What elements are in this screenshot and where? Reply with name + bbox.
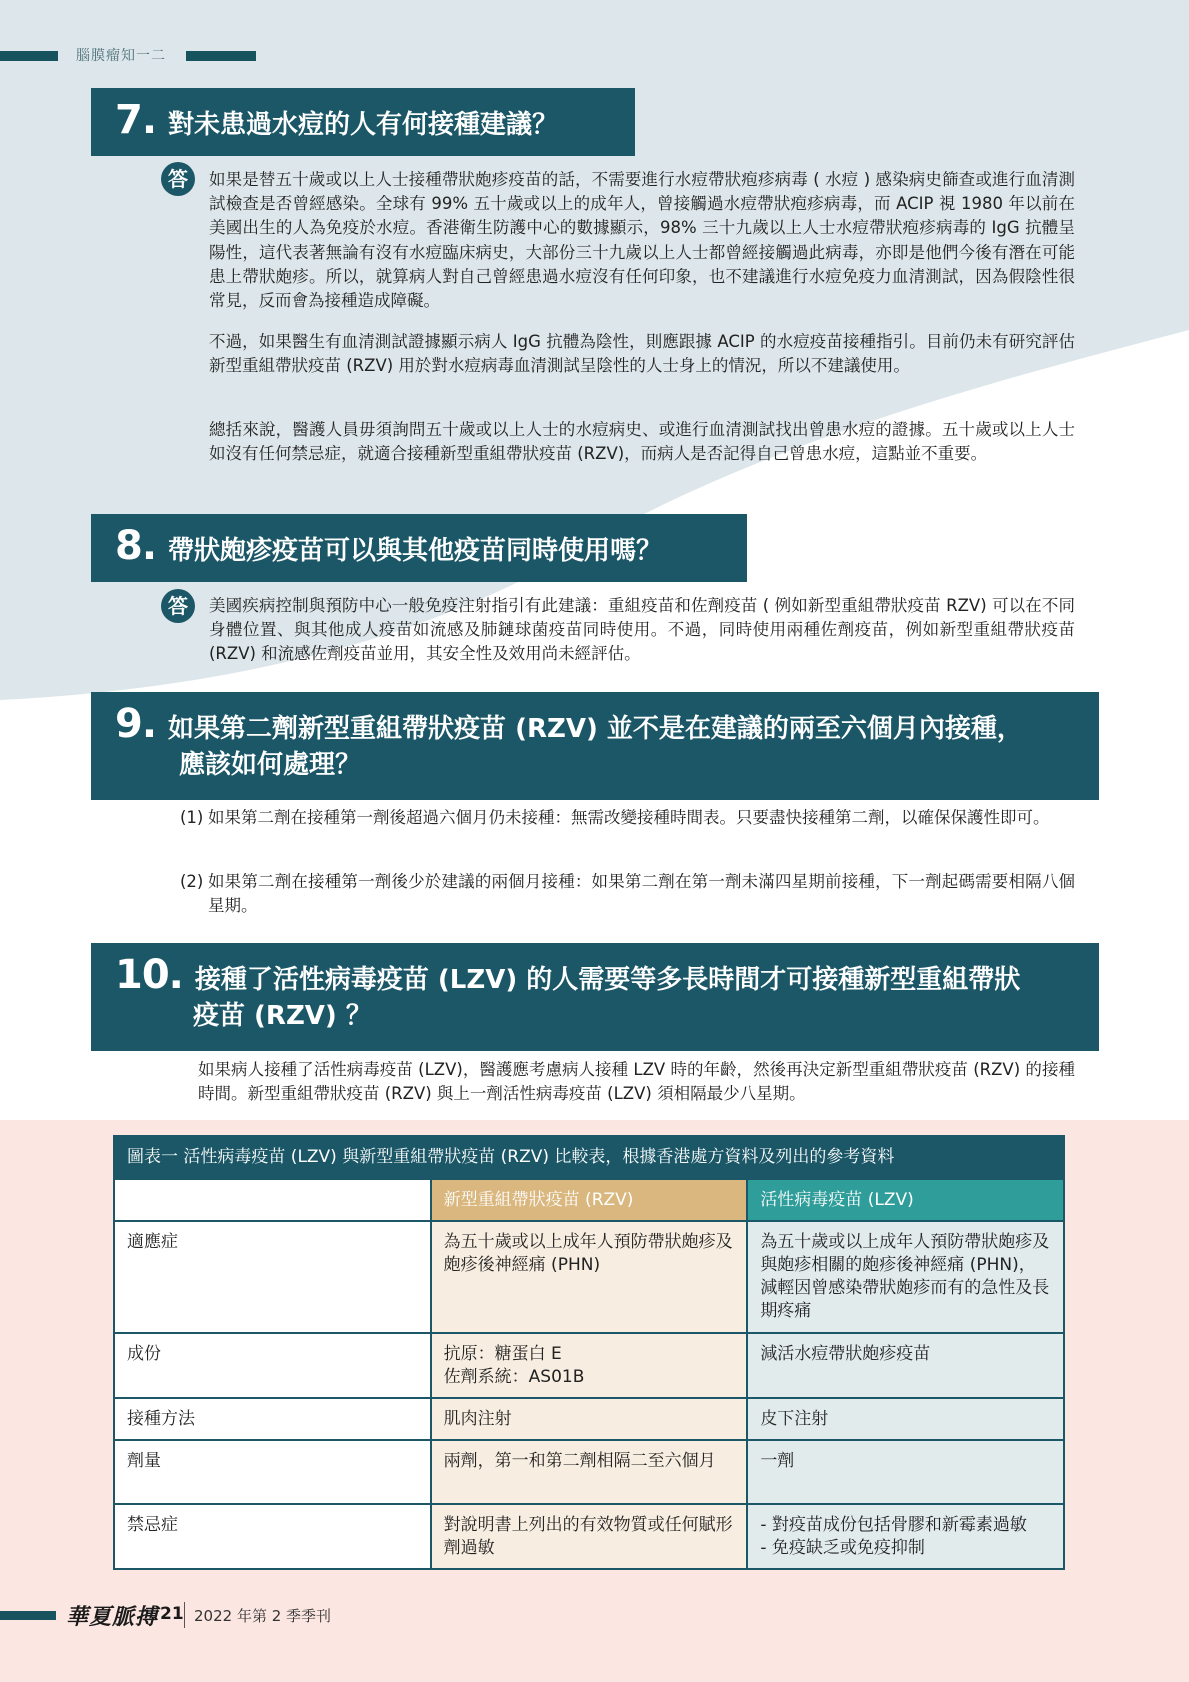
question-title: 對未患過水痘的人有何接種建議？ [168,110,559,140]
list-text: 如果第二劑在接種第一劑後少於建議的兩個月接種：如果第二劑在第一劑未滿四星期前接種，下一劑起碼需要相隔八個星期。 [208,872,1075,916]
list-text: 如果第二劑在接種第一劑後超過六個月仍未接種：無需改變接種時間表。只要盡快接種第二劑，以確保保護性即可。 [208,808,1050,827]
table-row [114,1333,1064,1398]
issue-label: 2022 年第 2 季季刊 [194,1607,332,1625]
q7-paragraph-2: 不過，如果醫生有血清測試證據顯示病人 IgG 抗體為陰性，則應跟據 ACIP 的水痘疫苗接種指引。目前仍未有研究評估新型重組帶狀疫苗 (RZV) 用於對水痘病毒血清測試呈陰性的人士身上的情況，所以不建議使用。 [209,332,1075,376]
answer-badge: 答 [161,162,195,196]
row-label: 適應症 [114,1221,431,1333]
page-footer [0,1600,420,1630]
running-header [0,47,260,65]
table-caption: 圖表一 活性病毒疫苗 (LZV) 與新型重組帶狀疫苗 (RZV) 比較表，根據香港處方資料及列出的參考資料 [114,1136,1064,1179]
question-number: 7. [115,97,157,143]
header-rzv: 新型重組帶狀疫苗 (RZV) [431,1179,748,1221]
lzv-cell: 為五十歲或以上成年人預防帶狀皰疹及與皰疹相關的皰疹後神經痛 (PHN)，減輕因曾感染帶狀皰疹而有的急性及長期疼痛 [747,1221,1064,1333]
rzv-cell [431,1333,748,1398]
question-number: 9. [115,701,157,747]
question-number: 8. [115,523,157,569]
rzv-cell: 肌肉注射 [431,1398,748,1440]
lzv-cell: 減活水痘帶狀皰疹疫苗 [747,1333,1064,1398]
footer-divider [184,1602,185,1628]
q8-paragraph-1: 美國疾病控制與預防中心一般免疫注射指引有此建議：重組疫苗和佐劑疫苗 ( 例如新型重組帶狀疫苗 RZV) 可以在不同身體位置、與其他成人疫苗如流感及肺鏈球菌疫苗同時使用。不過，同時使用兩種佐劑疫苗，例如新型重組帶狀疫苗 (RZV) 和流感佐劑疫苗並用，其安全性及效用尚未經評估。 [209,596,1075,664]
question-9-header [91,692,1099,800]
lzv-cell-line: - 對疫苗成份包括骨膠和新霉素過敏 [760,1515,1027,1535]
question-number: 10. [115,952,183,998]
q7-paragraph-1: 如果是替五十歲或以上人士接種帶狀皰疹疫苗的話，不需要進行水痘帶狀疱疹病毒 ( 水痘 ) 感染病史篩查或進行血清測試檢查是否曾經感染。全球有 99% 五十歲或以上的成年人，曾接觸過水痘帶狀疱疹病毒，而 ACIP 視 1980 年以前在美國出生的人為免疫於水痘。香港衛生防護中心的數據顯示，98% 三十九歲以上人士水痘帶狀疱疹病毒的 IgG 抗體呈陽性，這代表著無論有沒有水痘臨床病史，大部份三十九歲以上人士都曾經接觸過此病毒，亦即是他們今後有潛在可能患上帶狀皰疹。所以，就算病人對自己曾經患過水痘沒有任何印象，也不建議進行水痘免疫力血清測試，因為假陰性很常見，反而會為接種造成障礙。 [209,170,1075,311]
rzv-cell-line: 佐劑系統：AS01B [443,1367,585,1387]
lzv-cell: 皮下注射 [747,1398,1064,1440]
lzv-cell: 一劑 [747,1440,1064,1504]
header-lzv: 活性病毒疫苗 (LZV) [747,1179,1064,1221]
footer-bar [0,1611,56,1620]
q7-paragraph-3: 總括來說，醫護人員毋須詢問五十歲或以上人士的水痘病史、或進行血清測試找出曾患水痘的證據。五十歲或以上人士如沒有任何禁忌症，就適合接種新型重組帶狀疫苗 (RZV)，而病人是否記得自己曾患水痘，這點並不重要。 [209,420,1075,464]
lzv-cell [747,1504,1064,1569]
table-row [114,1504,1064,1569]
table-row [114,1440,1064,1504]
question-title-line-2: 疫苗 (RZV) ？ [193,1001,372,1031]
rzv-cell: 兩劑，第一和第二劑相隔二至六個月 [431,1440,748,1504]
question-7-header [91,88,635,156]
magazine-logo: 華夏脈搏 [66,1604,159,1630]
page-number: 21 [160,1604,184,1624]
question-8-header [91,514,747,582]
header-bar-right [186,51,256,61]
row-label: 接種方法 [114,1398,431,1440]
table-header-row [114,1179,1064,1221]
rzv-cell: 為五十歲或以上成年人預防帶狀皰疹及皰疹後神經痛 (PHN) [431,1221,748,1333]
lzv-cell-line: - 免疫缺乏或免疫抑制 [760,1538,925,1558]
list-number: (1) [180,808,204,827]
answer-badge: 答 [161,589,195,623]
table-row [114,1221,1064,1333]
list-number: (2) [180,872,204,891]
q9-list-item-1 [180,806,1075,830]
table-caption-row [114,1136,1064,1179]
table-row [114,1398,1064,1440]
rzv-cell: 對說明書上列出的有效物質或任何賦形劑過敏 [431,1504,748,1569]
row-label: 劑量 [114,1440,431,1504]
question-title-line-2: 應該如何處理？ [179,750,362,780]
question-title: 帶狀皰疹疫苗可以與其他疫苗同時使用嗎？ [168,536,663,566]
header-empty-cell [114,1179,431,1221]
question-title-line-1: 如果第二劑新型重組帶狀疫苗 (RZV) 並不是在建議的兩至六個月內接種， [168,714,1023,744]
row-label: 禁忌症 [114,1504,431,1569]
header-bar-left [0,51,58,61]
question-10-header [91,943,1099,1051]
q10-paragraph-1: 如果病人接種了活性病毒疫苗 (LZV)，醫護應考慮病人接種 LZV 時的年齡，然後再決定新型重組帶狀疫苗 (RZV) 的接種時間。新型重組帶狀疫苗 (RZV) 與上一劑活性病毒疫苗 (LZV) 須相隔最少八星期。 [198,1060,1075,1104]
section-title: 腦膜瘤知一二 [76,48,166,64]
question-title-line-1: 接種了活性病毒疫苗 (LZV) 的人需要等多長時間才可接種新型重組帶狀 [194,965,1021,995]
comparison-table [113,1135,1065,1570]
row-label: 成份 [114,1333,431,1398]
q9-list-item-2 [180,870,1075,918]
rzv-cell-line: 抗原：糖蛋白 E [443,1344,562,1364]
